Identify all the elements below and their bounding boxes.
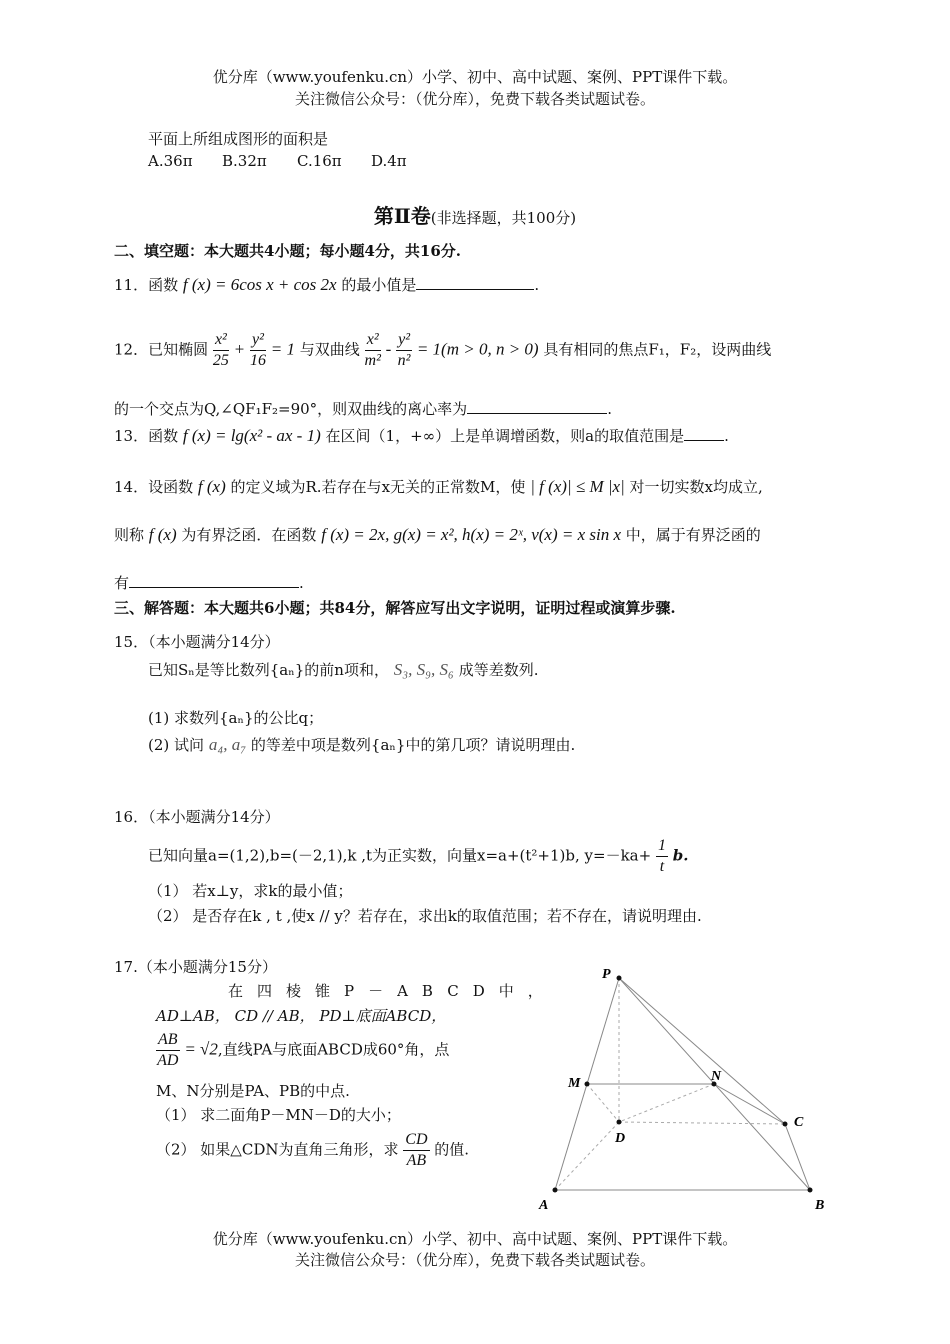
point-P — [617, 976, 622, 981]
label-C: C — [794, 1115, 804, 1130]
q15-stem-pre: 已知Sₙ是等比数列{aₙ}的前n项和， — [148, 661, 389, 679]
q17-part2 — [156, 1130, 469, 1171]
edge-MD — [587, 1084, 619, 1122]
part2-subtitle: (非选择题，共100分) — [430, 209, 577, 227]
edge-BC — [785, 1124, 810, 1190]
q13-post: 在区间（1，+∞）上是单调增函数，则a的取值范围是 — [325, 427, 685, 445]
part2-heading — [0, 200, 950, 229]
q14-line2-mid: 为有界泛函．在函数 — [181, 526, 317, 544]
q12-ellipse-term-y: $\frac{\text{y²}}{16}$ — [249, 331, 266, 369]
q12-hyperbola-term-y: $\frac{\text{y²}}{\text{n²}}$ — [397, 331, 411, 369]
q12-line2 — [114, 398, 612, 419]
q16-part1: （1） 若x⊥y，求k的最小值； — [148, 882, 353, 900]
q17-line3 — [156, 1030, 449, 1071]
edge-NC — [714, 1084, 785, 1124]
label-D: D — [615, 1131, 626, 1146]
header-line-2: 关注微信公众号：（优分库），免费下载各类试题试卷。 — [294, 90, 655, 108]
q15-part2-pre: (2) 试问 — [148, 736, 205, 754]
label-P: P — [602, 967, 611, 982]
q13-number: 13． — [114, 427, 149, 445]
q16-part2: （2） 是否存在k , t ,使x // y？若存在，求出k的取值范围；若不存在，请说明理由. — [148, 907, 702, 925]
q14-post: 对一切实数x均成立, — [629, 478, 763, 496]
q11-number: 11． — [114, 276, 149, 294]
q11-formula: f (x) = 6cos x + cos 2x — [182, 275, 337, 294]
q15-part2 — [148, 734, 575, 755]
q14-line2 — [114, 524, 761, 545]
footer-line-1: 优分库（www.youfenku.cn）小学、初中、高中试题、案例、PPT课件下载。 — [212, 1230, 738, 1248]
q14-line2-f: f (x) — [148, 525, 177, 544]
edge-AD — [555, 1122, 619, 1190]
q14-line2-formula: f (x) = 2x, g(x) = x², h(x) = 2ˣ, v(x) = x sin x — [321, 525, 622, 544]
q11 — [114, 274, 539, 295]
q12-eq1: = 1 — [270, 339, 295, 359]
q15-score: （本小题满分14分） — [148, 633, 280, 651]
q15-stem — [148, 659, 539, 680]
header-line-1: 优分库（www.youfenku.cn）小学、初中、高中试题、案例、PPT课件下载。 — [212, 68, 738, 86]
q13-formula: f (x) = lg(x² - ax - 1) — [182, 426, 321, 445]
label-N: N — [711, 1069, 722, 1084]
q16-stem — [148, 836, 688, 877]
q10-option-a: A.36π — [148, 152, 193, 170]
q17-line3-text: ,直线PA与底面ABCD成60°角，点 — [217, 1040, 450, 1059]
q15-part1: (1) 求数列{aₙ}的公比q； — [148, 709, 324, 727]
q12-answer-blank[interactable] — [467, 399, 607, 414]
q10-tail: 平面上所组成图形的面积是 — [148, 130, 329, 148]
q15-number: 15． — [114, 633, 149, 651]
q16-fraction: $\frac{1}{t}$ — [657, 837, 666, 875]
label-B: B — [815, 1198, 825, 1213]
pyramid-figure — [530, 960, 850, 1220]
q16-header — [114, 806, 280, 827]
q11-pre: 函数 — [148, 276, 179, 294]
footer-line-2: 关注微信公众号：（优分库），免费下载各类试题试卷。 — [294, 1251, 655, 1269]
q14 — [114, 476, 763, 497]
q12-hyperbola-term-x: $\frac{\text{x²}}{\text{m²}}$ — [364, 331, 381, 369]
q12 — [114, 330, 771, 371]
edge-PC — [619, 978, 785, 1124]
q15-part2-formula: a₄, a₇ — [208, 735, 247, 754]
q17-line2: AD⊥AB， CD // AB， PD⊥底面ABCD， — [156, 1007, 447, 1025]
q12-minus: - — [385, 339, 392, 359]
q14-number: 14． — [114, 478, 149, 496]
q14-line3-text: 有 — [114, 574, 130, 592]
q17-ratio: $\frac{AB}{AD}$ — [157, 1031, 179, 1069]
q11-end: . — [534, 276, 540, 294]
q17-line1: 在四棱锥P－ABCD中， — [228, 982, 557, 1000]
q12-post: 具有相同的焦点F₁，F₂，设两曲线 — [543, 340, 772, 359]
label-M: M — [568, 1076, 581, 1091]
q14-f1: f (x) — [197, 477, 226, 496]
point-B — [808, 1188, 813, 1193]
q11-answer-blank[interactable] — [416, 275, 534, 290]
q12-ellipse-term-x: $\frac{\text{x²}}{25}$ — [212, 331, 229, 369]
q12-eq2: = 1(m > 0, n > 0) — [416, 339, 539, 359]
q12-end: . — [607, 400, 612, 418]
q12-mid: 与双曲线 — [299, 340, 360, 359]
part2-title: 第Ⅱ卷 — [373, 204, 431, 228]
q17-part2-fraction: $\frac{CD}{AB}$ — [405, 1131, 428, 1169]
point-M — [585, 1082, 590, 1087]
q14-inequality: | f (x)| ≤ M |x| — [530, 477, 625, 496]
q17-line4: M、N分别是PA、PB的中点. — [156, 1082, 350, 1100]
section3-title: 三、解答题：本大题共6小题；共84分，解答应写出文字说明，证明过程或演算步骤. — [114, 599, 676, 617]
q14-pre: 设函数 — [148, 478, 194, 496]
label-A: A — [539, 1198, 549, 1213]
q15-stem-post: 成等差数列. — [458, 661, 539, 679]
q17-part2-post: 的值. — [434, 1140, 470, 1159]
q12-number: 12． — [114, 340, 149, 359]
section2-title: 二、填空题：本大题共4小题；每小题4分，共16分. — [114, 242, 461, 260]
point-C — [783, 1122, 788, 1127]
q11-post: 的最小值是 — [341, 276, 417, 294]
q17-part1: （1） 求二面角P－MN－D的大小； — [156, 1106, 401, 1124]
q15-header — [114, 631, 280, 652]
q12-line2-text: 的一个交点为Q,∠QF₁F₂=90°，则双曲线的离心率为 — [114, 400, 468, 418]
edge-DC — [619, 1122, 785, 1124]
q10-option-d: D.4π — [371, 152, 407, 170]
q13-end: . — [724, 427, 729, 445]
q14-line2-pre: 则称 — [114, 526, 145, 544]
q16-score: （本小题满分14分） — [148, 808, 280, 826]
q15-stem-formula: S₃, S₉, S₆ — [393, 660, 454, 679]
q16-stem-text: 已知向量a=(1,2),b=(－2,1),k ,t为正实数，向量x=a+(t²+1)b, y=－ka+ — [148, 846, 652, 865]
q13-pre: 函数 — [148, 427, 179, 445]
q14-end: . — [299, 574, 304, 592]
q15-part2-post: 的等差中项是数列{aₙ}中的第几项？请说明理由. — [250, 736, 576, 754]
edge-ND — [619, 1084, 714, 1122]
q13 — [114, 425, 729, 446]
q10-option-b: B.32π — [222, 152, 267, 170]
q16-stem-end: b. — [672, 846, 689, 865]
q14-mid: 的定义域为R.若存在与x无关的正常数M，使 — [230, 478, 526, 496]
point-A — [553, 1188, 558, 1193]
q17-part2-pre: （2） 如果△CDN为直角三角形，求 — [156, 1140, 399, 1159]
q14-answer-blank[interactable] — [129, 573, 299, 588]
q12-pre: 已知椭圆 — [148, 340, 209, 359]
point-D — [617, 1120, 622, 1125]
q17-score: （本小题满分15分） — [137, 958, 277, 976]
q16-number: 16． — [114, 808, 149, 826]
q17-number: 17. — [114, 958, 138, 976]
q17-header — [114, 956, 277, 977]
q13-answer-blank[interactable] — [684, 426, 724, 441]
q14-line3 — [114, 572, 304, 593]
q17-ratio-value: = √2 — [184, 1039, 218, 1059]
q12-plus: + — [233, 339, 246, 359]
q10-option-c: C.16π — [297, 152, 342, 170]
q14-line2-post: 中，属于有界泛函的 — [625, 526, 761, 544]
